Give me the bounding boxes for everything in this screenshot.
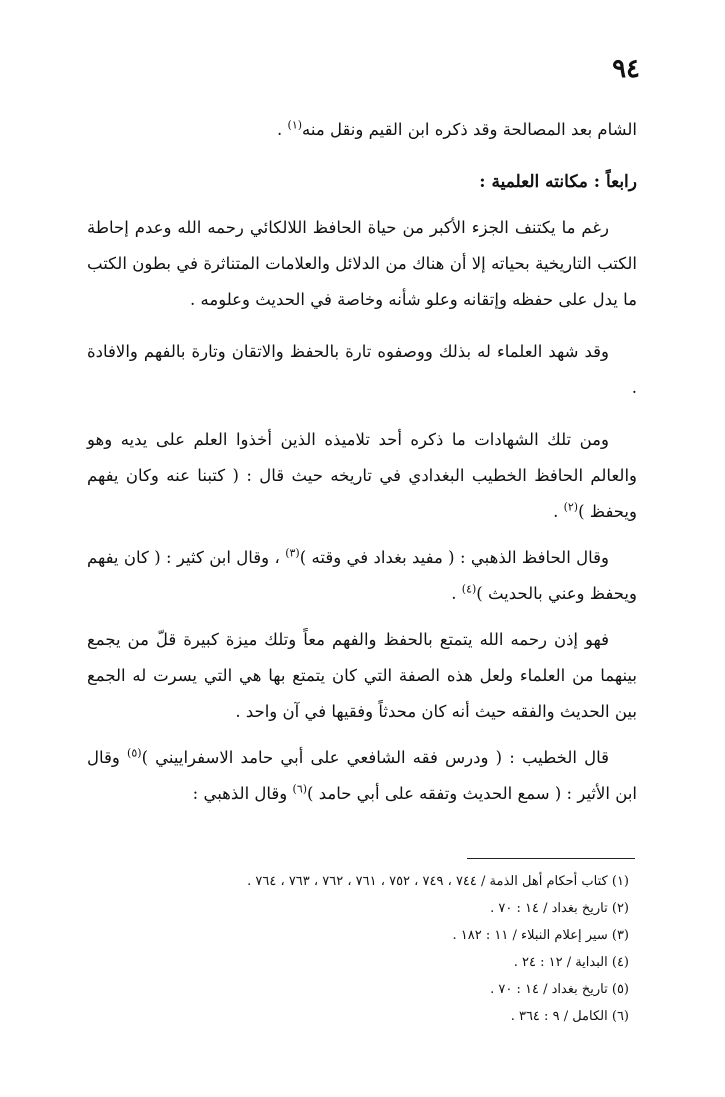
footnote-5: (٥) تاريخ بغداد / ١٤ : ٧٠ . bbox=[490, 982, 629, 997]
text-line-continuation bbox=[87, 112, 637, 148]
paragraph-1: رغم ما يكتنف الجزء الأكبر من حياة الحافظ اللالكائي رحمه الله وعدم إحاطة الكتب التاريخية بحياته إلا أن هناك من الدلائل والعلامات المتناثرة في بطون الكتب ما يدل على حفظه وإتقانه وعلو شأنه وخاصة في الحديث وعلومه . bbox=[87, 218, 637, 309]
paragraph-6 bbox=[87, 740, 637, 812]
footnote-1: (١) كتاب أحكام أهل الذمة / ٧٤٤ ، ٧٤٩ ، ٧٥٢ ، ٧٦١ ، ٧٦٢ ، ٧٦٣ ، ٧٦٤ . bbox=[247, 874, 629, 889]
footnote-ref-6[interactable]: (٦) bbox=[292, 782, 308, 796]
text-segment: الشام بعد المصالحة وقد ذكره ابن القيم ونقل منه bbox=[302, 120, 637, 139]
footnote-2: (٢) تاريخ بغداد / ١٤ : ٧٠ . bbox=[490, 901, 629, 916]
footnote-ref-2[interactable]: (٢) bbox=[563, 500, 579, 514]
text-segment: ومن تلك الشهادات ما ذكره أحد تلاميذه الذين أخذوا العلم على يديه وهو والعالم الحافظ الخطيب البغدادي في تاريخه حيث قال : ( كتبنا عنه وكان يفهم ويحفظ ) bbox=[87, 430, 637, 521]
footnote-divider bbox=[467, 858, 635, 859]
footnote-4: (٤) البداية / ١٢ : ٢٤ . bbox=[513, 955, 629, 970]
footnote-ref-5[interactable]: (٥) bbox=[127, 746, 142, 760]
text-segment: ، وقال ابن كثير : ( كان يفهم ويحفظ وعني بالحديث ) bbox=[87, 548, 637, 603]
footnote-3: (٣) سير إعلام النبلاء / ١١ : ١٨٢ . bbox=[452, 928, 629, 943]
text-segment: وقال الحافظ الذهبي : ( مفيد بغداد في وقته ) bbox=[299, 548, 609, 567]
paragraph-5: فهو إذن رحمه الله يتمتع بالحفظ والفهم معاً وتلك ميزة كبيرة قلّ من يجمع بينهما من العلماء ولعل هذه الصفة التي كان يتمتع بها هي التي يسرت له الجمع بين الحديث والفقه حيث أنه كان محدثاً وفقيها في آن واحد . bbox=[87, 630, 637, 721]
footnote-6: (٦) الكامل / ٩ : ٣٦٤ . bbox=[510, 1009, 629, 1024]
page-number: ٩٤ bbox=[612, 54, 640, 84]
paragraph-3 bbox=[87, 422, 637, 530]
footnote-ref-4[interactable]: (٤) bbox=[461, 582, 477, 596]
text-segment: قال الخطيب : ( ودرس فقه الشافعي على أبي حامد الاسفراييني ) bbox=[141, 748, 609, 767]
text-segment: . bbox=[451, 584, 462, 603]
paragraph-2: وقد شهد العلماء له بذلك ووصفوه تارة بالحفظ والاتقان وتارة بالفهم والافادة . bbox=[87, 342, 637, 397]
text-segment: . bbox=[277, 120, 288, 139]
text-segment: . bbox=[553, 502, 564, 521]
text-segment: وقال ابن الأثير : ( سمع الحديث وتفقه على أبي حامد ) bbox=[87, 748, 637, 803]
paragraph-4 bbox=[87, 540, 637, 612]
footnote-ref-3[interactable]: (٣) bbox=[285, 546, 300, 560]
text-segment: وقال الذهبي : bbox=[192, 784, 293, 803]
section-heading: رابعاً : مكانته العلمية : bbox=[479, 172, 637, 192]
footnotes bbox=[109, 868, 629, 1030]
main-text bbox=[87, 112, 637, 812]
footnote-ref-1[interactable]: (١) bbox=[287, 118, 303, 132]
